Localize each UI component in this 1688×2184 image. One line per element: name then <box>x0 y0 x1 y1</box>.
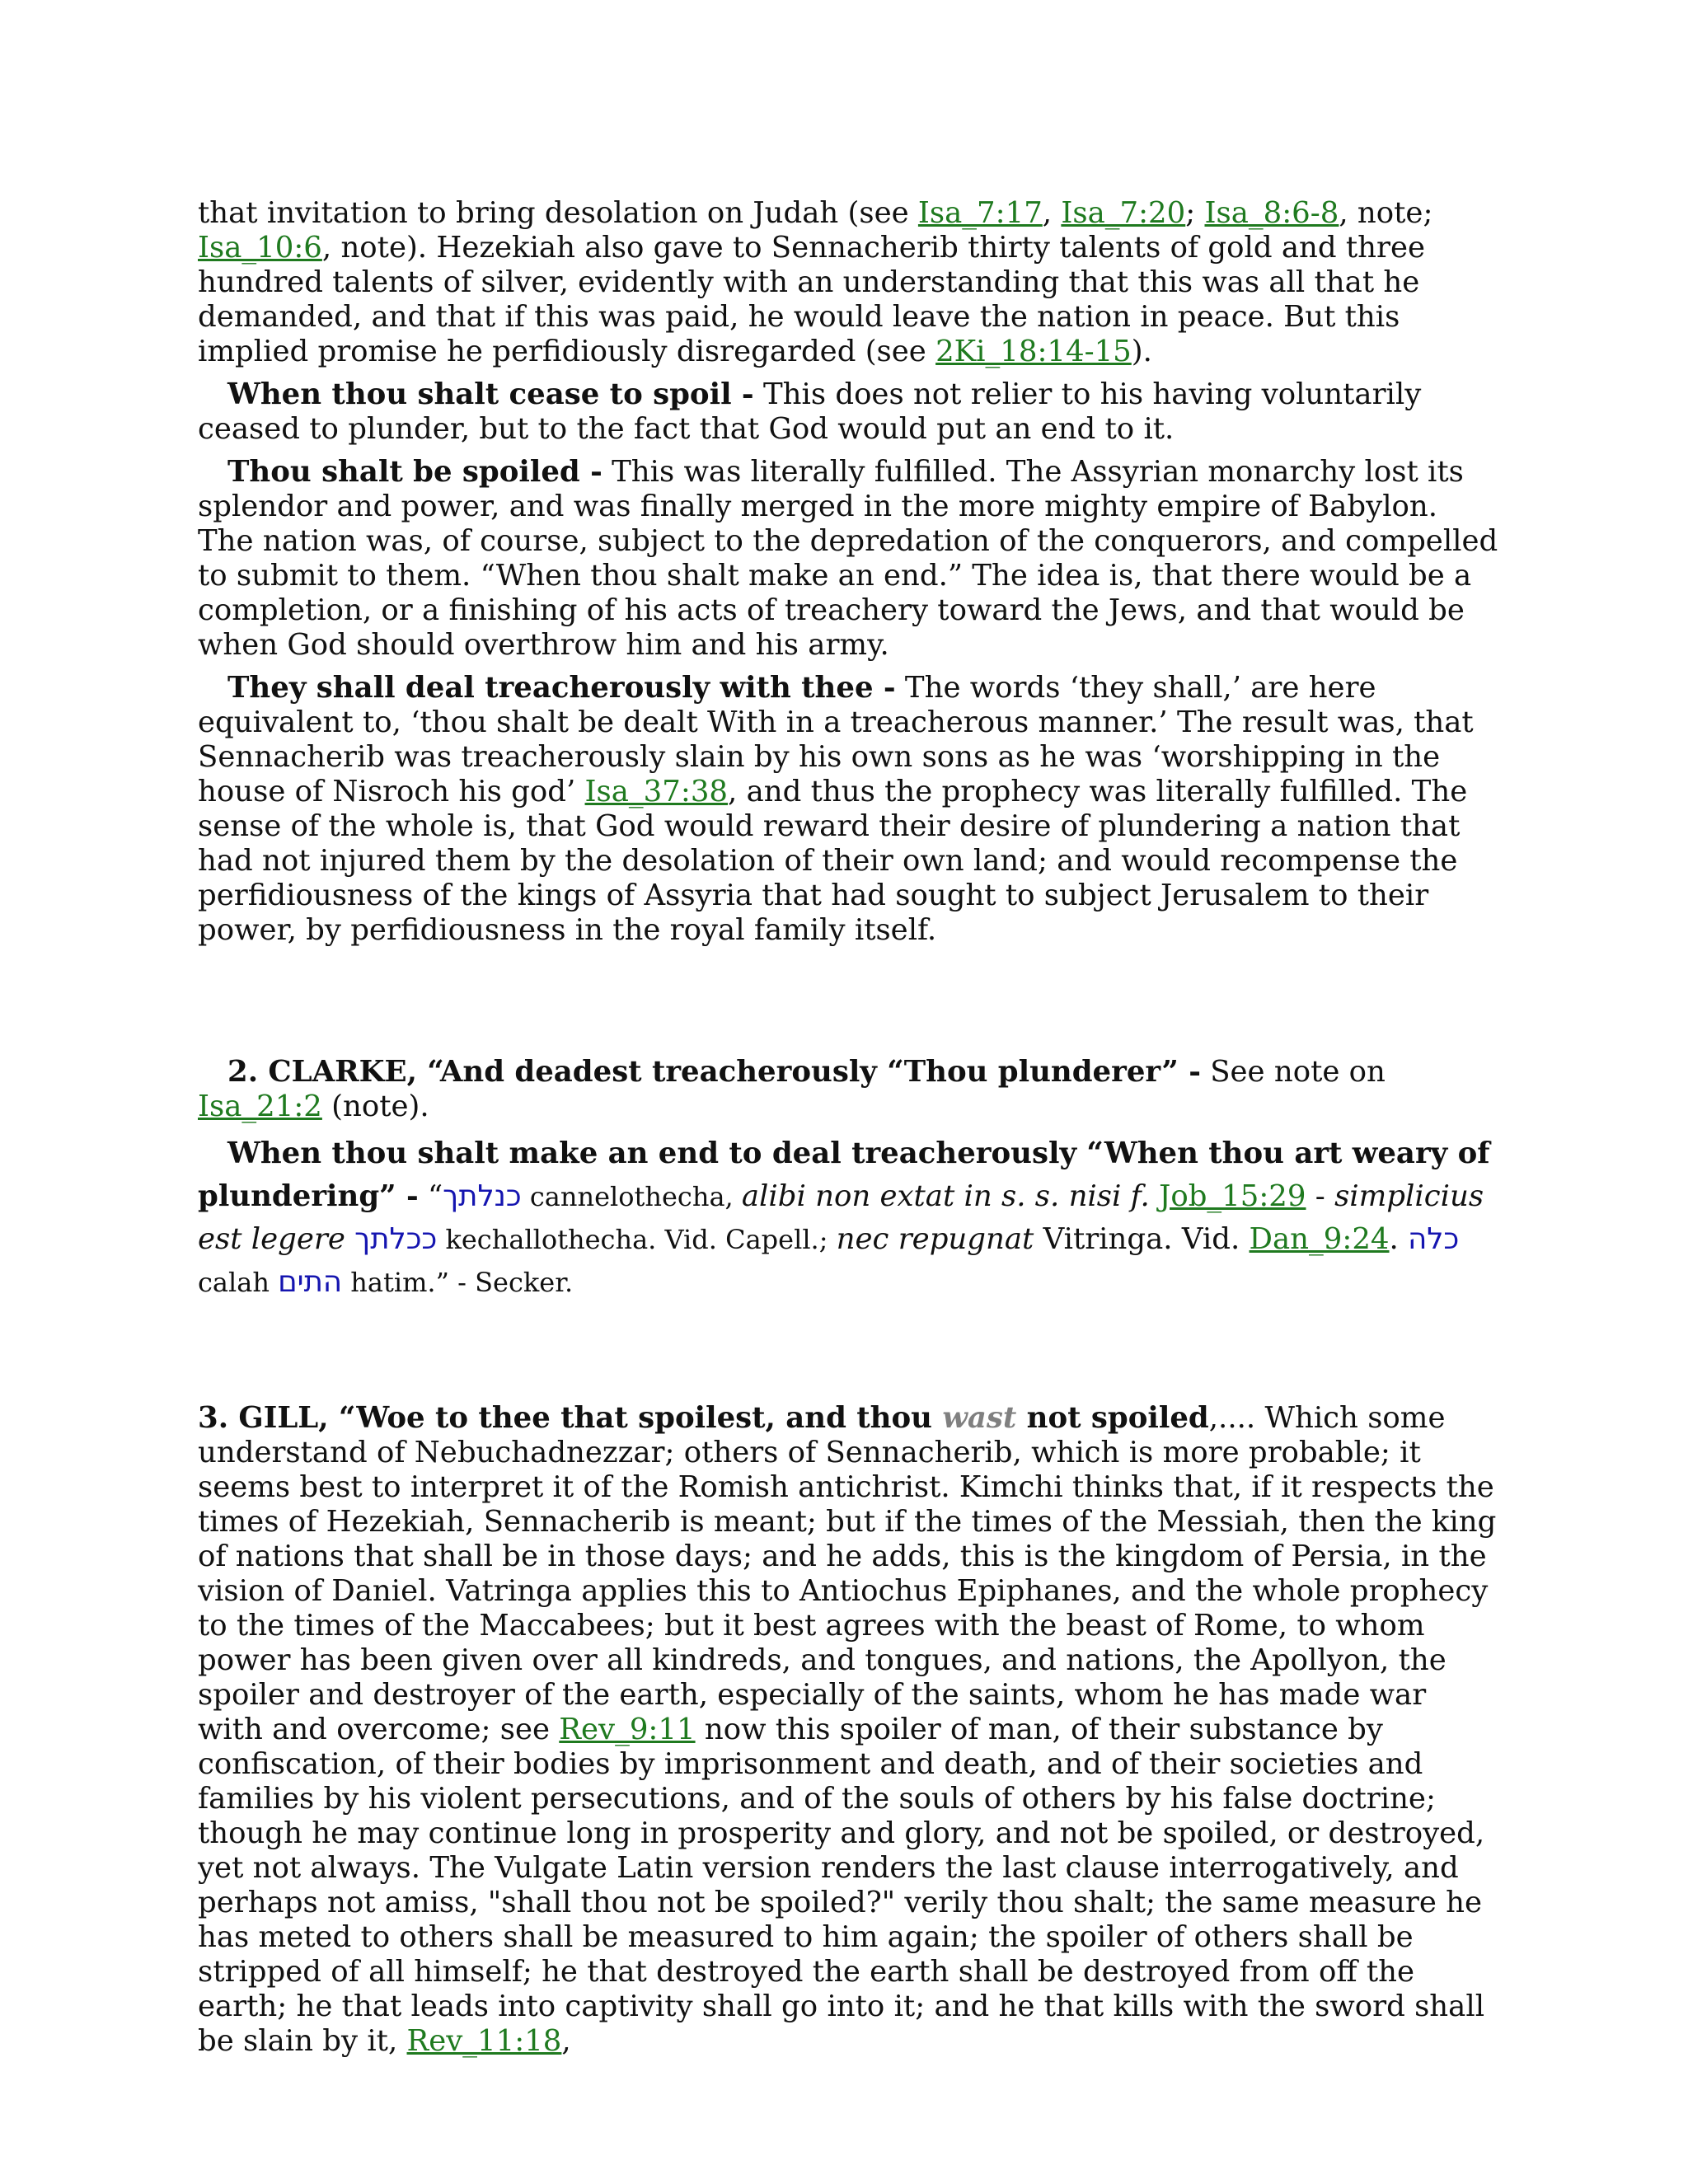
text <box>345 1222 354 1256</box>
text: See note on <box>1200 1055 1386 1089</box>
text: hatim.” - Secker. <box>342 1267 574 1298</box>
ref-link[interactable]: Dan_9:24 <box>1249 1222 1390 1256</box>
ref-link[interactable]: Job_15:29 <box>1159 1179 1306 1213</box>
text: Vitringa. Vid. <box>1034 1222 1250 1256</box>
ref-link[interactable]: 2Ki_18:14-15 <box>935 335 1132 368</box>
text: ). <box>1131 335 1152 368</box>
paragraph-clarke <box>198 1055 1500 1124</box>
paragraph-heading: When thou shalt cease to spoil - <box>227 377 754 411</box>
text: that invitation to bring desolation on Judah (see <box>198 196 918 230</box>
section-heading-clarke: 2. CLARKE, “And deadest treacherously “Thou plunderer” - <box>227 1055 1201 1089</box>
hebrew-word: התים <box>278 1265 343 1299</box>
text: , and thus the prophecy was literally fulfilled. The sense of the whole is, that God would reward their desire of plundering a nation that had not injured them by the desolation of their own land; and would recompense the perfidiousness of the kings of Assyria that had sought to subject Jerusalem to their power, by perfidiousness in the royal family itself. <box>198 775 1468 947</box>
paragraph-heading: Thou shalt be spoiled - <box>227 455 603 489</box>
ref-link[interactable]: Isa_10:6 <box>198 231 322 265</box>
text: kechallothecha. Vid. Capell.; <box>437 1224 837 1255</box>
text: . <box>1389 1222 1409 1256</box>
text: , note). Hezekiah also gave to Sennacherib thirty talents of gold and three hundred talents of silver, evidently with an understanding that this was all that he demanded, and that if this was paid, he would leave the nation in peace. But this implied promise he perfidiously disregarded (see <box>198 231 1425 368</box>
text: The words ‘they shall,’ are here equivalent to, ‘thou shalt be dealt With in a treacherous manner.’ The result was, that Sennacherib was treacherously slain by his own sons as he was ‘worshipping in the house of Nisroch his god’ <box>198 671 1474 808</box>
text: ; <box>1185 196 1205 230</box>
text: , <box>561 2024 571 2058</box>
paragraph-be-spoiled <box>198 455 1500 663</box>
ref-link[interactable]: Isa_21:2 <box>198 1090 322 1123</box>
text: This was literally fulfilled. The Assyrian monarchy lost its splendor and power, and was finally merged in the more mighty empire of Babylon. The nation was, of course, subject to the depredation of the conquerors, and compelled to submit to them. “When thou shalt make an end.” The idea is, that there would be a completion, or a finishing of his acts of treachery toward the Jews, and that would be when God should overthrow him and his army. <box>198 455 1498 662</box>
ref-link[interactable]: Isa_7:17 <box>917 196 1043 230</box>
latin-text: alibi non extat in s. s. nisi f. <box>741 1179 1150 1213</box>
supplied-word: wast <box>942 1401 1017 1435</box>
latin-text: nec repugnat <box>836 1222 1034 1256</box>
paragraph-heading: They shall deal treacherously with thee - <box>227 671 896 705</box>
paragraph-barnes-continuation <box>198 196 1500 369</box>
text: - <box>1306 1179 1335 1213</box>
ref-link[interactable]: Rev_11:18 <box>406 2024 562 2058</box>
latin-text: simplicius est legere <box>198 1179 1484 1256</box>
text: (note). <box>321 1090 429 1123</box>
paragraph-deal-treacherously <box>198 671 1500 948</box>
ref-link[interactable]: Isa_8:6-8 <box>1204 196 1339 230</box>
hebrew-word: כלה <box>1408 1222 1460 1256</box>
paragraph-clarke-weary <box>198 1132 1500 1304</box>
paragraph-heading: When thou shalt make an end to deal treacherously “When thou art weary of plundering” - <box>198 1137 1490 1213</box>
hebrew-word: כנלתך <box>443 1179 522 1213</box>
text: This does not relier to his having voluntarily ceased to plunder, but to the fact that God would put an end to it. <box>198 377 1422 446</box>
text: , <box>1042 196 1062 230</box>
text: , note; <box>1339 196 1433 230</box>
section-heading-gill: 3. GILL, “Woe to thee that spoilest, and thou <box>198 1401 943 1435</box>
text: “ <box>418 1179 443 1213</box>
ref-link[interactable]: Isa_37:38 <box>584 775 728 808</box>
document-page <box>198 196 1500 2059</box>
ref-link[interactable]: Isa_7:20 <box>1061 196 1186 230</box>
text: ,.... Which some understand of Nebuchadnezzar; others of Sennacherib, which is more probable; it seems best to interpret it of the Romish antichrist. Kimchi thinks that, if it respects the times of Hezekiah, Sennacherib is meant; but if the times of the Messiah, then the king of nations that shall be in those days; and he adds, this is the kingdom of Persia, in the vision of Daniel. Vatringa applies this to Antiochus Epiphanes, and the whole prophecy to the times of the Maccabees; but it best agrees with the beast of Rome, to whom power has been given over all kindreds, and tongues, and nations, the Apollyon, the spoiler and destroyer of the earth, especially of the saints, whom he has made war with and overcome; see <box>198 1401 1497 1746</box>
text: cannelothecha, <box>521 1181 742 1212</box>
text: now this spoiler of man, of their substance by confiscation, of their bodies by imprisonment and death, and of their societies and families by his violent persecutions, and of the souls of others by his false doctrine; though he may continue long in prosperity and glory, and not be spoiled, or destroyed, yet not always. The Vulgate Latin version renders the last clause interrogatively, and perhaps not amiss, "shall thou not be spoiled?" verily thou shalt; the same measure he has meted to others shall be measured to him again; the spoiler of others shall be stripped of all himself; he that destroyed the earth shall be destroyed from off the earth; he that leads into captivity shall go into it; and he that kills with the sword shall be slain by it, <box>198 1713 1485 2058</box>
text: calah <box>198 1267 279 1298</box>
section-heading-gill-end: not spoiled <box>1016 1401 1209 1435</box>
hebrew-word: ככלתך <box>354 1222 438 1256</box>
text <box>1150 1179 1159 1213</box>
paragraph-cease-to-spoil <box>198 377 1500 447</box>
paragraph-gill <box>198 1401 1500 2059</box>
ref-link[interactable]: Rev_9:11 <box>559 1713 696 1746</box>
